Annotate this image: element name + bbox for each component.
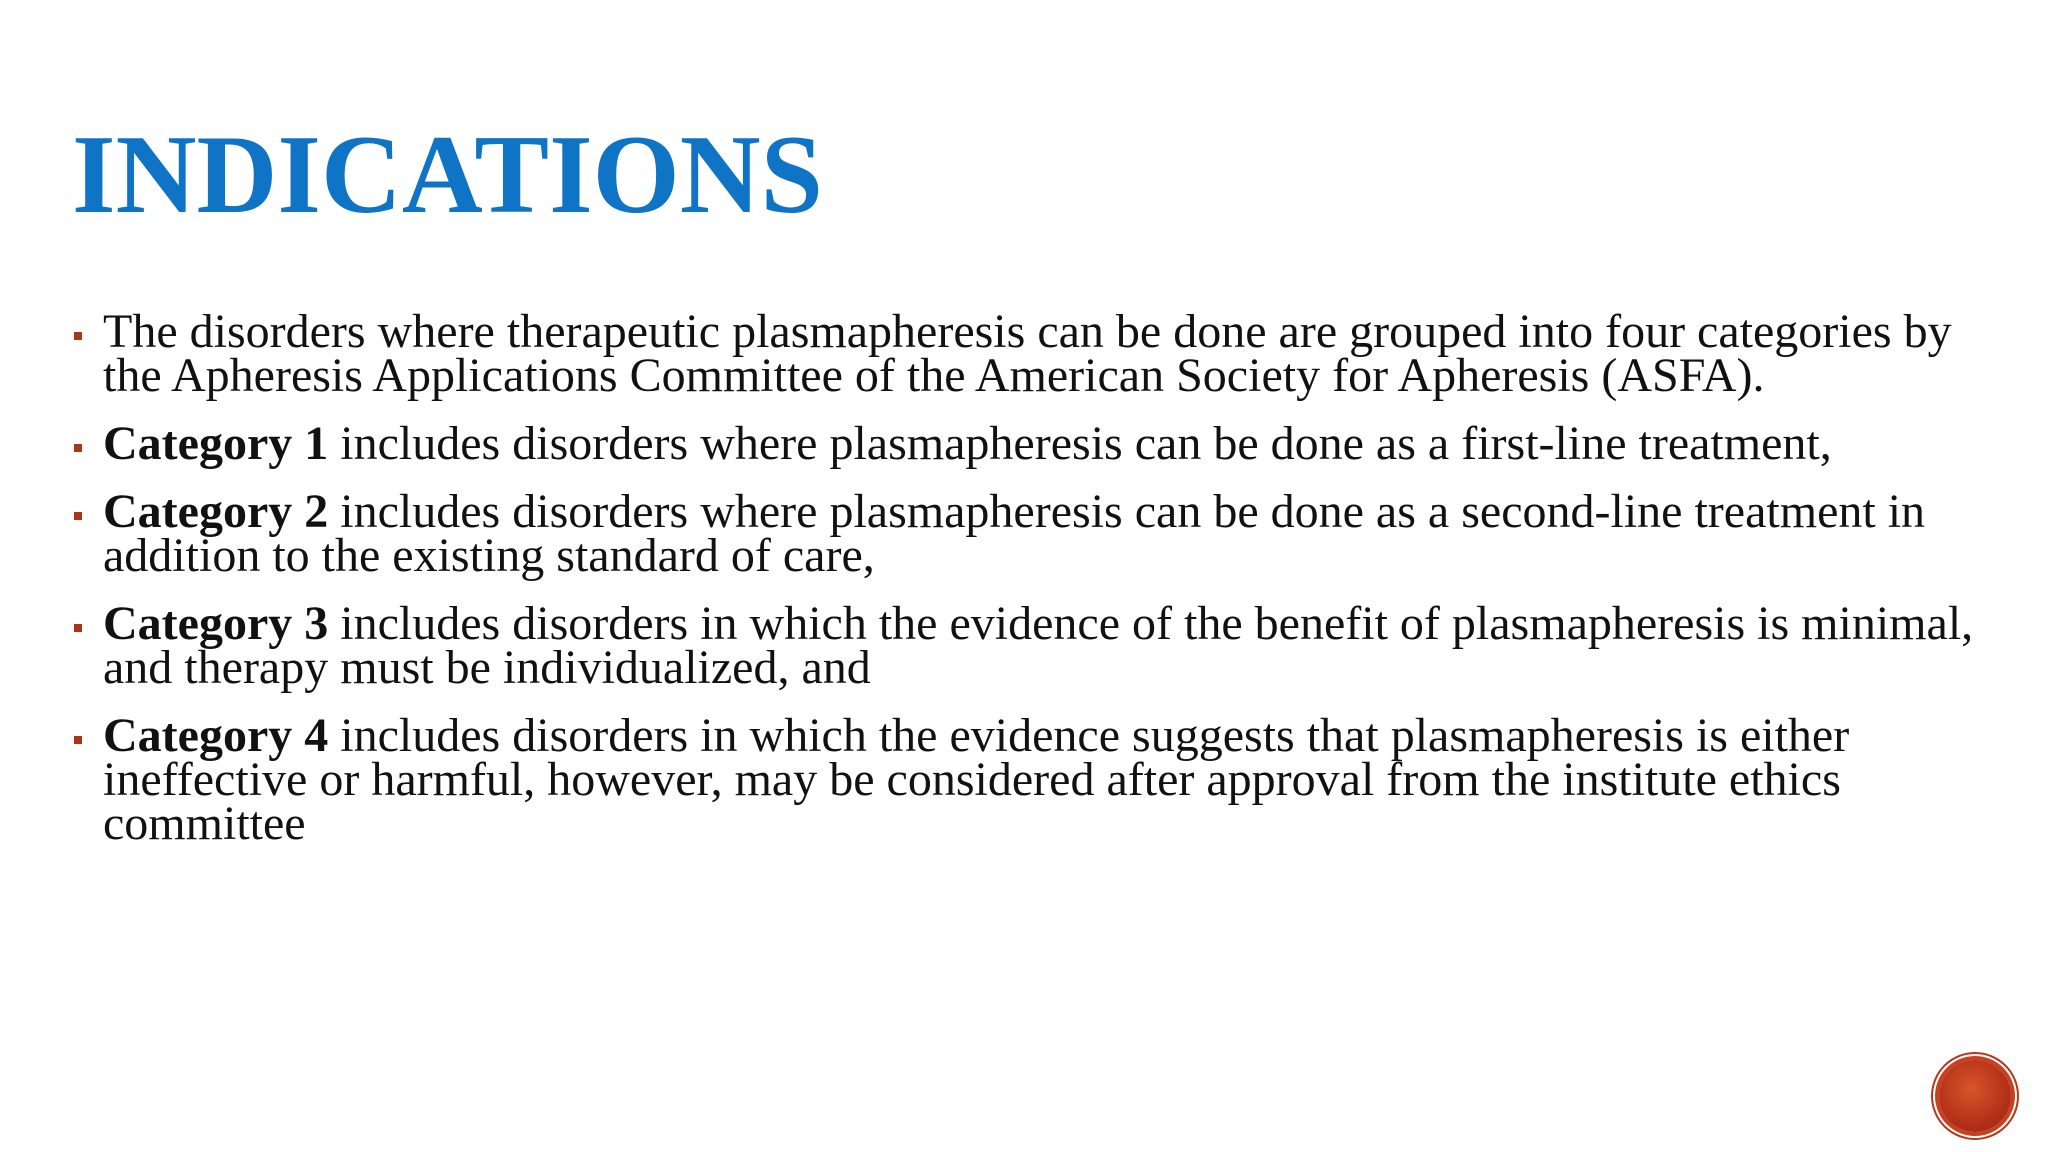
bullet-text: includes disorders where plasmapheresis can be done as a first-line treatment, xyxy=(328,417,1832,470)
bullet-item-intro xyxy=(72,305,2012,402)
bullet-item-category-1 xyxy=(72,417,2012,470)
bullet-marker-icon xyxy=(74,512,82,520)
bullet-item-category-4 xyxy=(72,709,2012,850)
bullet-marker-icon xyxy=(74,736,82,744)
category-label: Category 3 xyxy=(103,597,329,650)
nav-circle-button-icon[interactable] xyxy=(1939,1060,2011,1132)
bullet-marker-icon xyxy=(74,332,82,340)
category-label: Category 1 xyxy=(103,417,329,470)
bullet-item-category-2 xyxy=(72,485,2012,582)
category-label: Category 4 xyxy=(103,709,329,762)
bullet-text: includes disorders where plasmapheresis can be done as a second-line treatment in addition to the existing standard of care, xyxy=(103,485,1926,582)
category-label: Category 2 xyxy=(103,485,329,538)
bullet-list xyxy=(72,305,2012,850)
bullet-text: The disorders where therapeutic plasmapheresis can be done are grouped into four categories by the Apheresis Applications Committee of the American Society for Apheresis (ASFA). xyxy=(103,305,1952,402)
bullet-text: includes disorders in which the evidence of the benefit of plasmapheresis is minimal, and therapy must be individualized, and xyxy=(103,597,1974,694)
bullet-marker-icon xyxy=(74,444,82,452)
bullet-item-category-3 xyxy=(72,597,2012,694)
slide-title: INDICATIONS xyxy=(72,113,823,237)
bullet-text: includes disorders in which the evidence suggests that plasmapheresis is either ineffective or harmful, however, may be considered after approval from the institute ethics committee xyxy=(103,709,1850,850)
bullet-marker-icon xyxy=(74,624,82,632)
